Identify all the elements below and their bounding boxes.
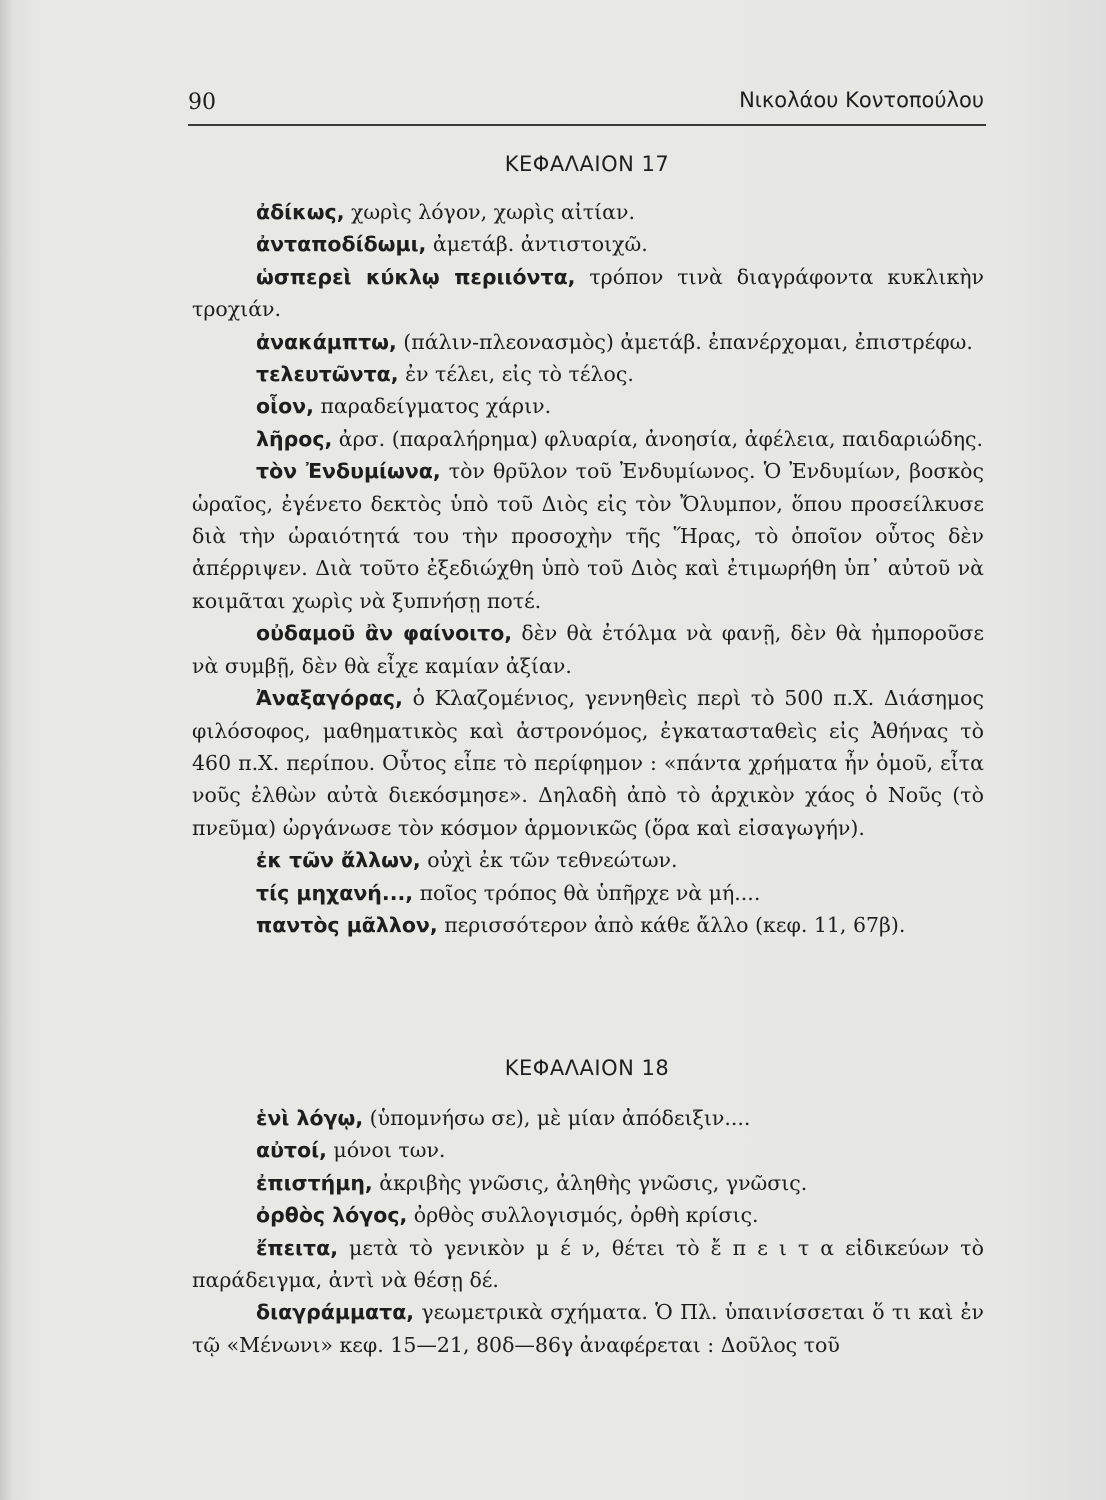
glossary-entry [192, 196, 984, 228]
entry-term: ἀνταποδίδωμι, [256, 232, 427, 257]
entry-gloss: τρόπον τινὰ διαγράφοντα κυκλικὴν τροχιάν. [192, 264, 984, 322]
entry-gloss: ποῖος τρόπος θὰ ὑπῆρχε νὰ μή.... [413, 880, 761, 905]
glossary-entry [192, 844, 984, 876]
entry-term: παντὸς μᾶλλον, [256, 912, 438, 937]
glossary-entry [192, 1232, 984, 1297]
entry-gloss: οὐχὶ ἐκ τῶν τεθνεώτων. [420, 848, 678, 873]
entry-term: ὀρθὸς λόγος, [256, 1203, 408, 1228]
entry-term: ἀνακάμπτω, [256, 329, 397, 354]
glossary-entry [192, 1199, 984, 1231]
entry-gloss: περισσότερον ἀπὸ κάθε ἄλλο (κεφ. 11, 67β). [437, 912, 906, 937]
entry-term: οἷον, [256, 394, 314, 419]
entry-gloss: τὸν θρῦλον τοῦ Ἐνδυμίωνος. Ὁ Ἐνδυμίων, βοσκὸς ὡραῖος, ἐγένετο δεκτὸς ὑπὸ τοῦ Διὸς εἰς τὸν Ὄλυμπον, ὅπου προσείλκυσε διὰ τὴν ὡραιότητά του τὴν προσοχὴν τῆς Ἥρας, τὸ ὁποῖον οὗτος δὲν ἀπέρριψεν. Διὰ τοῦτο ἐξεδιώχθη ὑπὸ τοῦ Διὸς καὶ ἐτιμωρήθη ὑπ᾽ αὐτοῦ νὰ κοιμᾶται χωρὶς νὰ ξυπνήσῃ ποτέ. [192, 459, 984, 613]
glossary-entry [192, 455, 984, 617]
running-head: Νικολάου Κοντοπούλου [739, 88, 984, 112]
entry-term: λῆρος, [256, 426, 333, 451]
glossary-entry [192, 909, 984, 941]
glossary-entry [192, 877, 984, 909]
entry-term: αὐτοί, [256, 1138, 327, 1163]
entry-gloss: δὲν θὰ ἐτόλμα νὰ φανῇ, δὲν θὰ ἠμποροῦσε νὰ συμβῇ, δὲν θὰ εἶχε καμίαν ἀξίαν. [192, 621, 985, 678]
entry-term: ἔπειτα, [256, 1235, 338, 1260]
glossary-entry [192, 261, 984, 326]
entry-term: τελευτῶντα, [256, 362, 399, 387]
entry-gloss: μόνοι των. [326, 1138, 446, 1163]
entry-gloss: ὀρθὸς συλλογισμός, ὀρθὴ κρίσις. [407, 1203, 759, 1228]
entry-term: Ἀναξαγόρας, [256, 686, 403, 711]
glossary-entry [192, 358, 984, 390]
glossary-list [192, 1102, 984, 1361]
entry-term: τίς μηχανή..., [256, 880, 414, 905]
chapter-title: ΚΕΦΑΛΑΙΟΝ 17 [504, 152, 670, 176]
glossary-entry [192, 1134, 984, 1166]
entry-gloss: ἀρσ. (παραλήρημα) φλυαρία, ἀνοησία, ἀφέλεια, παιδαριώδης. [332, 426, 983, 451]
page-binding-shadow [0, 0, 14, 1500]
glossary-entry [192, 390, 984, 422]
entry-gloss: ἀκριβὴς γνῶσις, ἀληθὴς γνῶσις, γνῶσις. [372, 1170, 808, 1195]
entry-term: διαγράμματα, [256, 1300, 415, 1325]
chapter-title: ΚΕΦΑΛΑΙΟΝ 18 [504, 1056, 670, 1080]
glossary-entry [192, 682, 984, 844]
glossary-list [192, 196, 984, 941]
entry-term: οὐδαμοῦ ἂν φαίνοιτο, [256, 621, 513, 646]
entry-gloss: ἐν τέλει, εἰς τὸ τέλος. [398, 362, 634, 387]
page-number: 90 [188, 90, 216, 115]
entry-gloss: παραδείγματος χάριν. [313, 394, 552, 419]
glossary-entry [192, 326, 984, 358]
entry-term: ἑνὶ λόγῳ, [256, 1106, 364, 1130]
entry-gloss: γεωμετρικὰ σχήματα. Ὁ Πλ. ὑπαινίσσεται ὅ τι καὶ ἐν τῷ «Μένωνι» κεφ. 15—21, 80δ—86γ ἀναφέρεται : Δοῦλος τοῦ [192, 1300, 984, 1357]
entry-term: ἐπιστήμη, [256, 1170, 373, 1195]
glossary-entry [192, 1296, 984, 1361]
entry-term: ἐκ τῶν ἄλλων, [256, 848, 421, 873]
entry-term: ὡσπερεὶ κύκλῳ περιιόντα, [256, 264, 576, 289]
entry-gloss: ἀμετάβ. ἀντιστοιχῶ. [426, 232, 648, 257]
entry-gloss: ὁ Κλαζομένιος, γεννηθεὶς περὶ τὸ 500 π.Χ. Διάσημος φιλόσοφος, μαθηματικὸς καὶ ἀστρονόμος, ἐγκατασταθεὶς εἰς Ἀθήνας τὸ 460 π.Χ. περίπου. Οὗτος εἶπε τὸ περίφημον : «πάντα χρήματα ἦν ὁμοῦ, εἶτα νοῦς ἐλθὼν αὐτὰ διεκόσμησε». Δηλαδὴ ἀπὸ τὸ ἀρχικὸν χάος ὁ Νοῦς (τὸ πνεῦμα) ὠργάνωσε τὸν κόσμον ἁρμονικῶς (ὅρα καὶ εἰσαγωγήν). [192, 686, 984, 840]
glossary-entry [192, 423, 984, 455]
glossary-entry [192, 228, 984, 260]
page-header [188, 86, 984, 120]
header-rule [188, 124, 986, 126]
entry-gloss: (πάλιν-πλεονασμὸς) ἀμετάβ. ἐπανέρχομαι, ἐπιστρέφω. [396, 329, 973, 354]
glossary-entry [192, 1167, 984, 1199]
entry-term: ἀδίκως, [256, 200, 345, 224]
entry-gloss: μετὰ τὸ γενικὸν μ έ ν, θέτει τὸ ἔ π ε ι τ α εἰδικεύων τὸ παράδειγμα, ἀντὶ νὰ θέσῃ δέ. [192, 1235, 984, 1293]
glossary-entry [192, 1102, 984, 1134]
entry-term: τὸν Ἐνδυμίωνα, [256, 459, 441, 484]
glossary-entry [192, 617, 984, 682]
entry-gloss: χωρὶς λόγον, χωρὶς αἰτίαν. [344, 200, 635, 224]
entry-gloss: (ὑπομνήσω σε), μὲ μίαν ἀπόδειξιν.... [363, 1106, 751, 1130]
